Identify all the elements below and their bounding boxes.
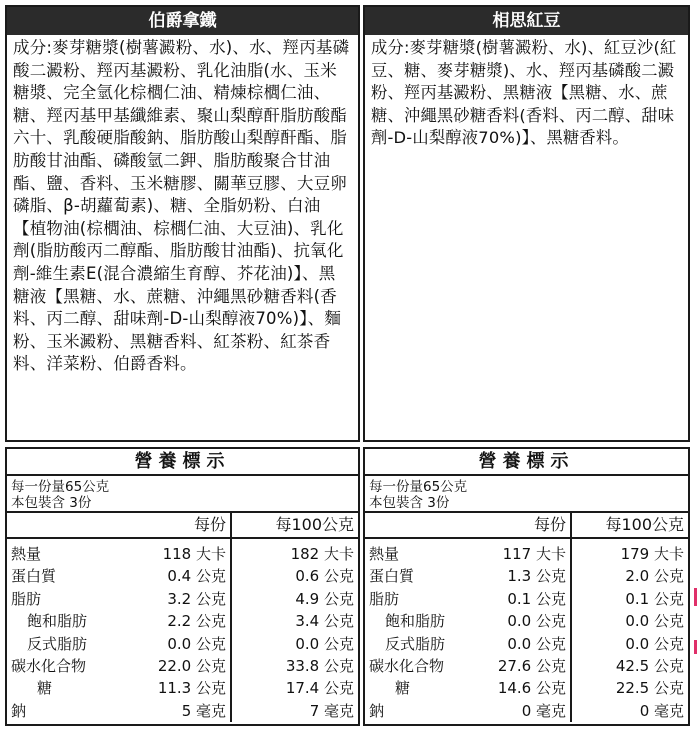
nutrient-per-serving: 3.2 公克 [167,589,226,608]
nutrient-per-serving: 22.0 公克 [157,657,226,676]
col-per-100g: 每100公克 [571,513,688,538]
table-row [365,633,688,655]
nutrient-per-serving: 0.0 公克 [507,634,566,653]
nutrient-per-100g: 42.5 公克 [571,655,688,677]
nutrient-name: 蛋白質 [369,567,415,586]
table-row [7,565,358,587]
nutrient-per-serving: 0.1 公克 [507,589,566,608]
nutrition-header-row [365,513,688,538]
nutrient-name: 碳水化合物 [369,657,445,676]
left-product-title: 伯爵拿鐵 [7,7,358,35]
left-servings-per-pack: 本包裝含 3份 [11,495,92,511]
nutrient-name: 飽和脂肪 [385,612,446,631]
nutrient-name: 碳水化合物 [11,657,87,676]
table-row [365,655,688,677]
nutrient-name: 脂肪 [11,589,42,608]
col-per-serving: 每份 [481,513,571,538]
nutrient-name: 糖 [37,679,53,698]
right-nutrition-title: 營養標示 [365,449,688,476]
table-row [365,543,688,565]
table-row [7,543,358,565]
nutrient-per-100g: 0.1 公克 [571,588,688,610]
table-row [365,677,688,699]
nutrient-per-serving: 5 毫克 [181,701,226,720]
nutrient-name: 反式脂肪 [385,634,446,653]
left-ingredients-panel [5,5,360,442]
left-nutrition-meta [7,476,358,513]
nutrient-per-serving: 1.3 公克 [507,567,566,586]
nutrient-per-100g: 0.0 公克 [571,610,688,632]
nutrient-name: 鈉 [369,701,385,720]
table-row [7,588,358,610]
table-row [7,677,358,699]
right-nutrition-meta [365,476,688,513]
nutrient-per-100g: 2.0 公克 [571,565,688,587]
table-row [365,565,688,587]
nutrient-per-100g: 3.4 公克 [231,610,358,632]
nutrient-per-100g: 0 毫克 [571,700,688,722]
nutrient-per-100g: 22.5 公克 [571,677,688,699]
nutrient-per-serving: 2.2 公克 [167,612,226,631]
nutrient-name: 反式脂肪 [27,634,88,653]
right-nutrition-table [365,513,688,722]
nutrient-name: 飽和脂肪 [27,612,88,631]
right-nutrition-panel [363,447,690,726]
nutrient-per-100g: 179 大卡 [571,543,688,565]
left-nutrition-panel [5,447,360,726]
nutrient-name: 熱量 [11,545,42,563]
nutrient-per-100g: 0.6 公克 [231,565,358,587]
nutrition-header-row [7,513,358,538]
nutrient-per-serving: 14.6 公克 [497,679,566,698]
nutrient-per-100g: 4.9 公克 [231,588,358,610]
nutrient-per-100g: 182 大卡 [231,543,358,565]
nutrient-name: 糖 [395,679,411,698]
right-serving-size: 每一份量65公克 [369,479,468,495]
nutrient-per-serving: 117 大卡 [502,545,566,563]
right-ingredients-text: 成分:麥芽糖漿(樹薯澱粉、水)、紅豆沙(紅豆、糖、麥芽糖漿)、水、羥丙基磷酸二澱粉、羥丙基澱粉、黑糖液【黑糖、水、蔗糖、沖繩黑砂糖香料(香料、丙二醇、甜味劑-D-山梨醇液70%)】、黑糖香料。 [371,38,677,148]
right-servings-per-pack: 本包裝含 3份 [369,495,450,511]
nutrient-name: 脂肪 [369,589,400,608]
nutrient-per-100g: 0.0 公克 [231,633,358,655]
table-row [7,655,358,677]
left-nutrition-table [7,513,358,722]
nutrient-per-100g: 7 毫克 [231,700,358,722]
table-row [7,633,358,655]
nutrient-name: 鈉 [11,701,27,720]
nutrient-per-serving: 0 毫克 [521,701,566,720]
nutrient-per-serving: 118 大卡 [162,545,226,563]
nutrient-per-serving: 0.0 公克 [167,634,226,653]
nutrient-name: 熱量 [369,545,400,563]
left-nutrition-title: 營養標示 [7,449,358,476]
table-row [7,700,358,722]
nutrient-per-100g: 33.8 公克 [231,655,358,677]
nutrient-per-serving: 0.4 公克 [167,567,226,586]
table-row [365,588,688,610]
right-product-title: 相思紅豆 [365,7,688,35]
nutrient-per-serving: 11.3 公克 [157,679,226,698]
nutrient-per-serving: 27.6 公克 [497,657,566,676]
nutrient-per-serving: 0.0 公克 [507,612,566,631]
table-row [365,610,688,632]
table-row [365,700,688,722]
left-serving-size: 每一份量65公克 [11,479,110,495]
nutrient-per-100g: 0.0 公克 [571,633,688,655]
nutrient-name: 蛋白質 [11,567,57,586]
col-per-100g: 每100公克 [231,513,358,538]
col-per-serving: 每份 [141,513,231,538]
nutrient-per-100g: 17.4 公克 [231,677,358,699]
left-ingredients-text: 成分:麥芽糖漿(樹薯澱粉、水)、水、羥丙基磷酸二澱粉、羥丙基澱粉、乳化油脂(水、玉米糖漿、完全氫化棕櫚仁油、精煉棕櫚仁油、糖、羥丙基甲基纖維素、聚山梨醇酐脂肪酸酯六十、乳酸硬脂酸鈉、脂肪酸山梨醇酐酯、脂肪酸甘油酯、磷酸氫二鉀、脂肪酸聚合甘油酯、鹽、香料、玉米糖膠、關華豆膠、大豆卵磷脂、β-胡蘿蔔素)、糖、全脂奶粉、白油【植物油(棕櫚油、棕櫚仁油、大豆油)、乳化劑(脂肪酸丙二醇酯、脂肪酸甘油酯)、抗氧化劑-維生素E(混合濃縮生育醇、芥花油)】、黑糖液【黑糖、水、蔗糖、沖繩黑砂糖香料(香料、丙二醇、甜味劑-D-山梨醇液70%)】、麵粉、玉米澱粉、黑糖香料、紅茶粉、紅茶香料、洋菜粉、伯爵香料。 [13,38,350,374]
right-ingredients-panel [363,5,690,442]
table-row [7,610,358,632]
